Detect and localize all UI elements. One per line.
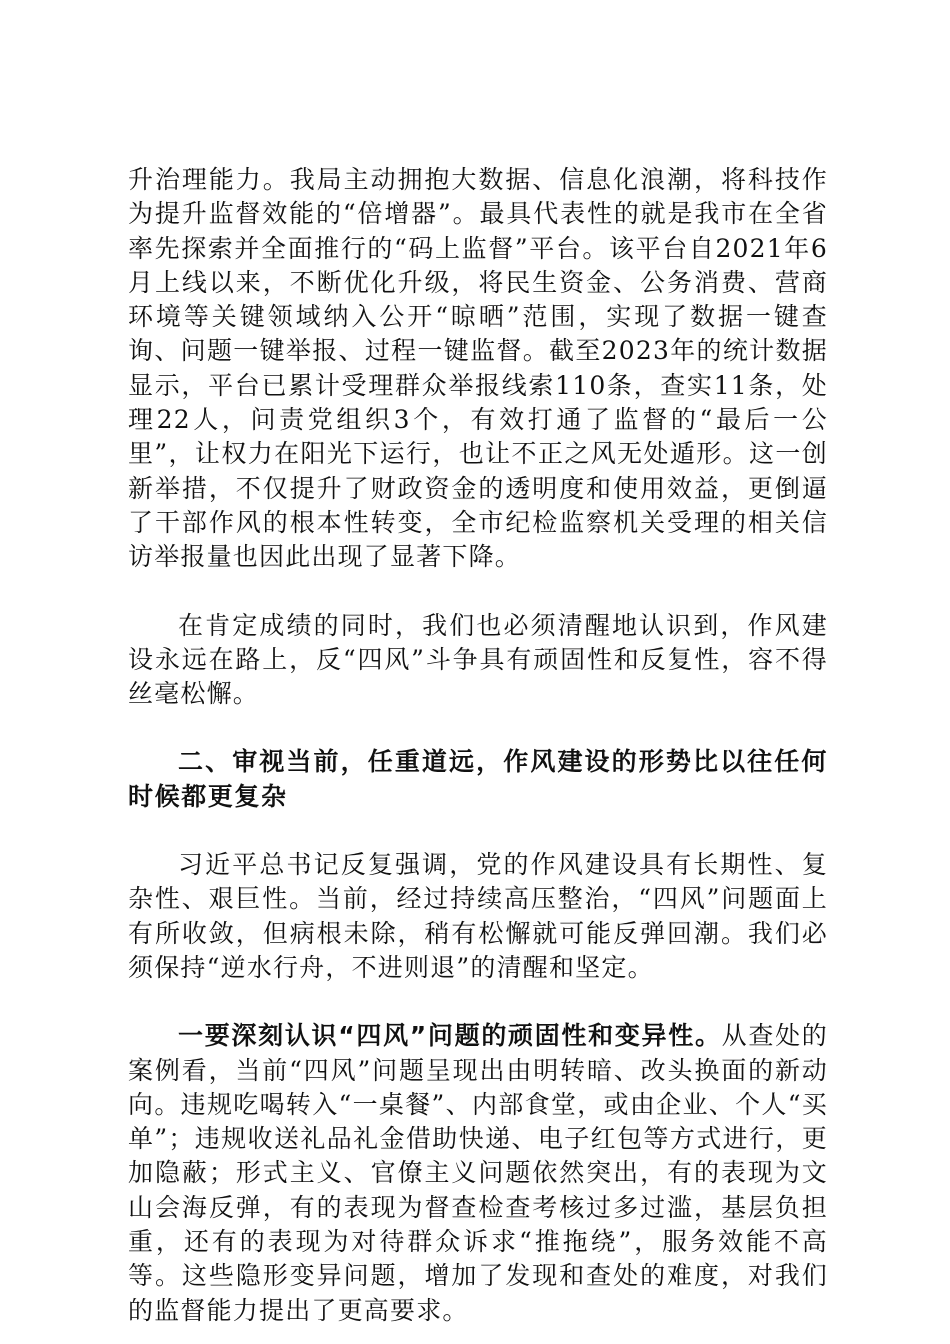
paragraph-spacer [128, 575, 828, 609]
paragraph-continued: 升治理能力。我局主动拥抱大数据、信息化浪潮，将科技作为提升监督效能的“倍增器”。最具代表性的就是我市在全省率先探索并全面推行的“码上监督”平台。该平台自2021年6月上线以来，不断优化升级，将民生资金、公务消费、营商环境等关键领域纳入公开“晾晒”范围，实现了数据一键查询、问题一键举报、过程一键监督。截至2023年的统计数据显示，平台已累计受理群众举报线索110条，查实11条，处理22人，问责党组织3个，有效打通了监督的“最后一公里”，让权力在阳光下运行，也让不正之风无处遁形。这一创新举措，不仅提升了财政资金的透明度和使用效益，更倒逼了干部作风的根本性转变，全市纪检监察机关受理的相关信访举报量也因此出现了显著下降。 [128, 165, 828, 572]
paragraph-lead-bold: 一要深刻认识“四风”问题的顽固性和变异性。 [178, 1021, 722, 1051]
document-body [128, 163, 828, 1328]
paragraph-body: 从查处的案例看，当前“四风”问题呈现出由明转暗、改头换面的新动向。违规吃喝转入“一桌餐”、内部食堂，或由企业、个人“买单”；违规收送礼品礼金借助快递、电子红包等方式进行，更加隐蔽；形式主义、官僚主义问题依然突出，有的表现为文山会海反弹，有的表现为督查检查考核过多过滥，基层负担重，还有的表现为对待群众诉求“推拖绕”，服务效能不高等。这些隐形变异问题，增加了发现和查处的难度，对我们的监督能力提出了更高要求。 [128, 1021, 828, 1325]
section-heading: 二、审视当前，任重道远，作风建设的形势比以往任何时候都更复杂 [128, 747, 828, 811]
paragraph-spacer [128, 814, 828, 848]
paragraph-four-winds [128, 1019, 828, 1328]
paragraph-spacer [128, 711, 828, 745]
paragraph-vigilance: 在肯定成绩的同时，我们也必须清醒地认识到，作风建设永远在路上，反“四风”斗争具有顽固性和反复性，容不得丝毫松懈。 [128, 610, 828, 709]
paragraph-xi-emphasis: 习近平总书记反复强调，党的作风建设具有长期性、复杂性、艰巨性。当前，经过持续高压整治，“四风”问题面上有所收敛，但病根未除，稍有松懈就可能反弹回潮。我们必须保持“逆水行舟，不进则退”的清醒和坚定。 [128, 850, 828, 982]
paragraph-spacer [128, 985, 828, 1019]
